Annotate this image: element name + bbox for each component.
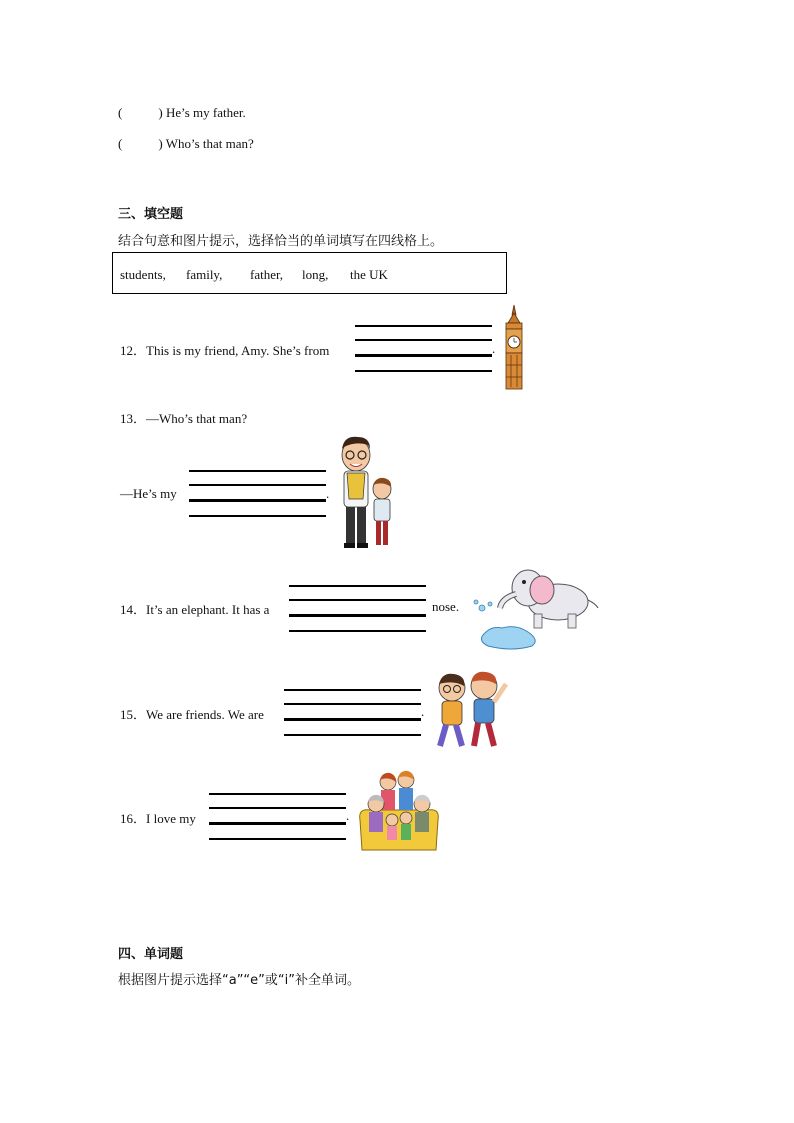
question-13-prompt: 13．—Who’s that man? [120, 411, 248, 426]
answer-fourline-13[interactable] [189, 470, 326, 518]
section4-title: 四、单词题 [118, 947, 184, 962]
paren-close: ) [158, 136, 163, 151]
elephant-icon [472, 562, 600, 652]
q14-end: nose. [432, 599, 460, 614]
question-12: 12．This is my friend, Amy. She’s from [120, 343, 330, 358]
paren-open: ( [118, 136, 123, 151]
word-bank [112, 252, 507, 294]
question-15: 15．We are friends. We are [120, 707, 264, 722]
q12-end: . [492, 341, 496, 356]
q13-end: . [326, 486, 330, 501]
answer-fourline-12[interactable] [355, 325, 492, 373]
answer-fourline-14[interactable] [289, 585, 426, 633]
paren-open: ( [118, 105, 123, 120]
match-text: Who’s that man? [165, 136, 254, 151]
paren-close: ) [158, 105, 163, 120]
friends-icon [432, 670, 512, 752]
section3-instruction: 结合句意和图片提示，选择恰当的单词填写在四线格上。 [118, 234, 444, 249]
word-bank-item: father, [250, 267, 284, 282]
family-icon [356, 770, 442, 856]
section4-instruction: 根据图片提示选择“a”“e”或“i”补全单词。 [118, 973, 360, 988]
question-14: 14．It’s an elephant. It has a [120, 602, 270, 617]
word-bank-item: family, [186, 267, 223, 282]
q16-end: . [346, 808, 350, 823]
question-13: —He’s my [120, 486, 177, 501]
match-item-1 [118, 105, 246, 121]
word-bank-item: the UK [350, 267, 388, 282]
father-son-icon [336, 435, 396, 550]
match-item-2 [118, 136, 254, 152]
q15-end: . [421, 704, 425, 719]
match-text: He’s my father. [165, 105, 246, 120]
answer-fourline-15[interactable] [284, 689, 421, 737]
answer-fourline-16[interactable] [209, 793, 346, 841]
section3-title: 三、填空题 [118, 207, 184, 222]
word-bank-item: students, [120, 267, 166, 282]
word-bank-item: long, [302, 267, 329, 282]
big-ben-icon [503, 305, 525, 389]
question-16: 16．I love my [120, 811, 196, 826]
